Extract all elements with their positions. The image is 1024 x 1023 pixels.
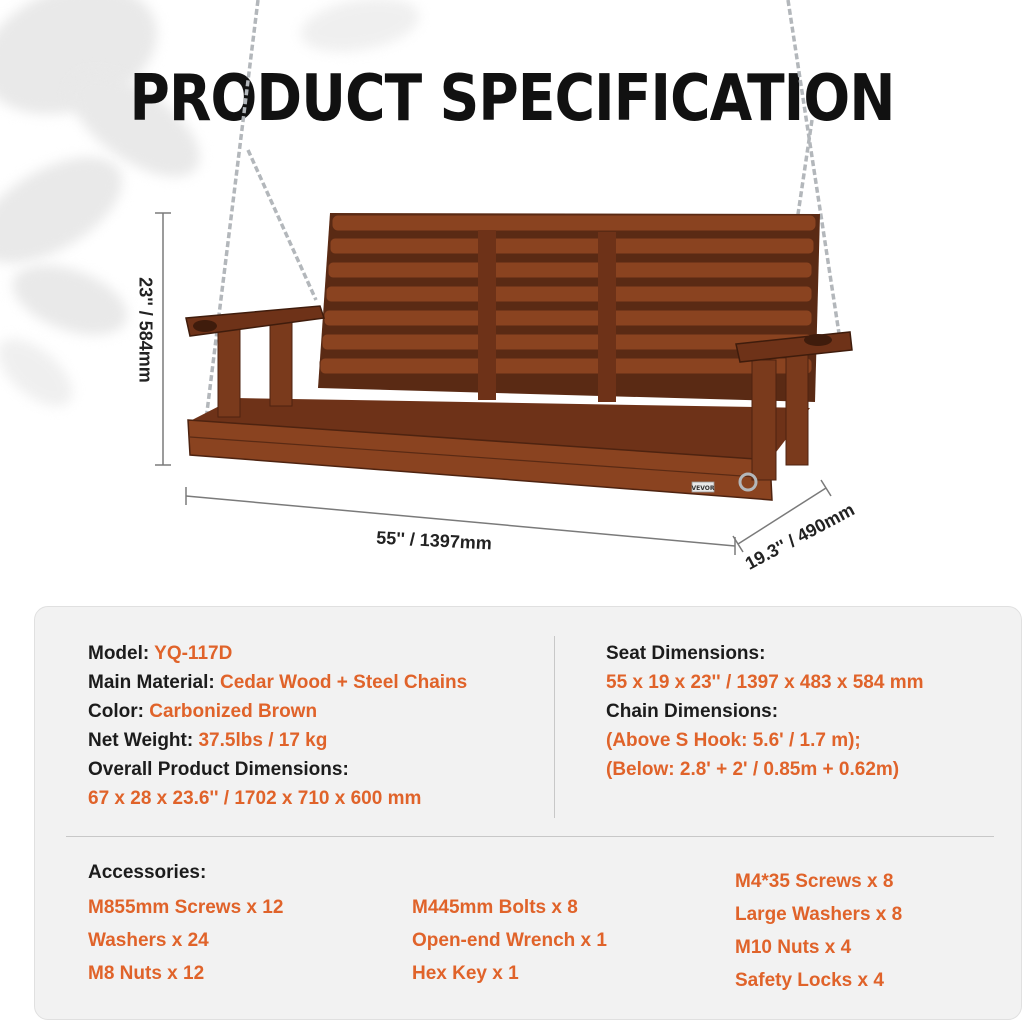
backrest <box>318 213 820 402</box>
spec-color: Color: Carbonized Brown <box>88 701 318 722</box>
accessory-item: M855mm Screws x 12 <box>88 897 284 918</box>
height-dimension-label: 23'' / 584mm <box>135 277 156 383</box>
spec-chain-dimensions: Chain Dimensions: (Above S Hook: 5.6' / 1.7 m); (Below: 2.8' + 2' / 0.85m + 0.62m) <box>606 701 900 780</box>
accessory-item: M8 Nuts x 12 <box>88 963 205 984</box>
vertical-divider <box>554 636 555 818</box>
accessory-item: Safety Locks x 4 <box>735 970 884 991</box>
spec-seat-dimensions: Seat Dimensions: 55 x 19 x 23'' / 1397 x 483 x 584 mm <box>606 643 924 693</box>
chain-back-left <box>248 150 316 300</box>
right-armrest <box>736 332 852 480</box>
spec-overall-dimensions: Overall Product Dimensions: 67 x 28 x 23.6'' / 1702 x 710 x 600 mm <box>88 759 422 809</box>
accessories-column-1 <box>88 891 283 990</box>
accessories-column-2 <box>412 891 607 990</box>
accessory-item: M445mm Bolts x 8 <box>412 897 578 918</box>
accessory-item: Open-end Wrench x 1 <box>412 930 607 951</box>
accessory-item: M10 Nuts x 4 <box>735 937 852 958</box>
accessory-item: Large Washers x 8 <box>735 904 903 925</box>
width-dimension-label: 55'' / 1397mm <box>375 527 493 554</box>
horizontal-divider <box>66 836 994 837</box>
spec-right-column <box>606 639 924 784</box>
depth-dimension-label: 19.3'' / 490mm <box>741 499 858 574</box>
accessory-item: Washers x 24 <box>88 930 209 951</box>
spec-model: Model: YQ-117D <box>88 643 233 664</box>
accessory-item: Hex Key x 1 <box>412 963 519 984</box>
accessory-item: M4*35 Screws x 8 <box>735 871 894 892</box>
spec-material: Main Material: Cedar Wood + Steel Chains <box>88 672 468 693</box>
seat <box>188 398 810 500</box>
accessories-column-3 <box>735 865 902 997</box>
accessories-title: Accessories: <box>88 862 207 883</box>
spec-left-column <box>88 639 467 813</box>
brand-tag: VEVOR <box>691 485 715 492</box>
spec-weight: Net Weight: 37.5lbs / 17 kg <box>88 730 328 751</box>
page-title: PRODUCT SPECIFICATION <box>129 62 895 136</box>
